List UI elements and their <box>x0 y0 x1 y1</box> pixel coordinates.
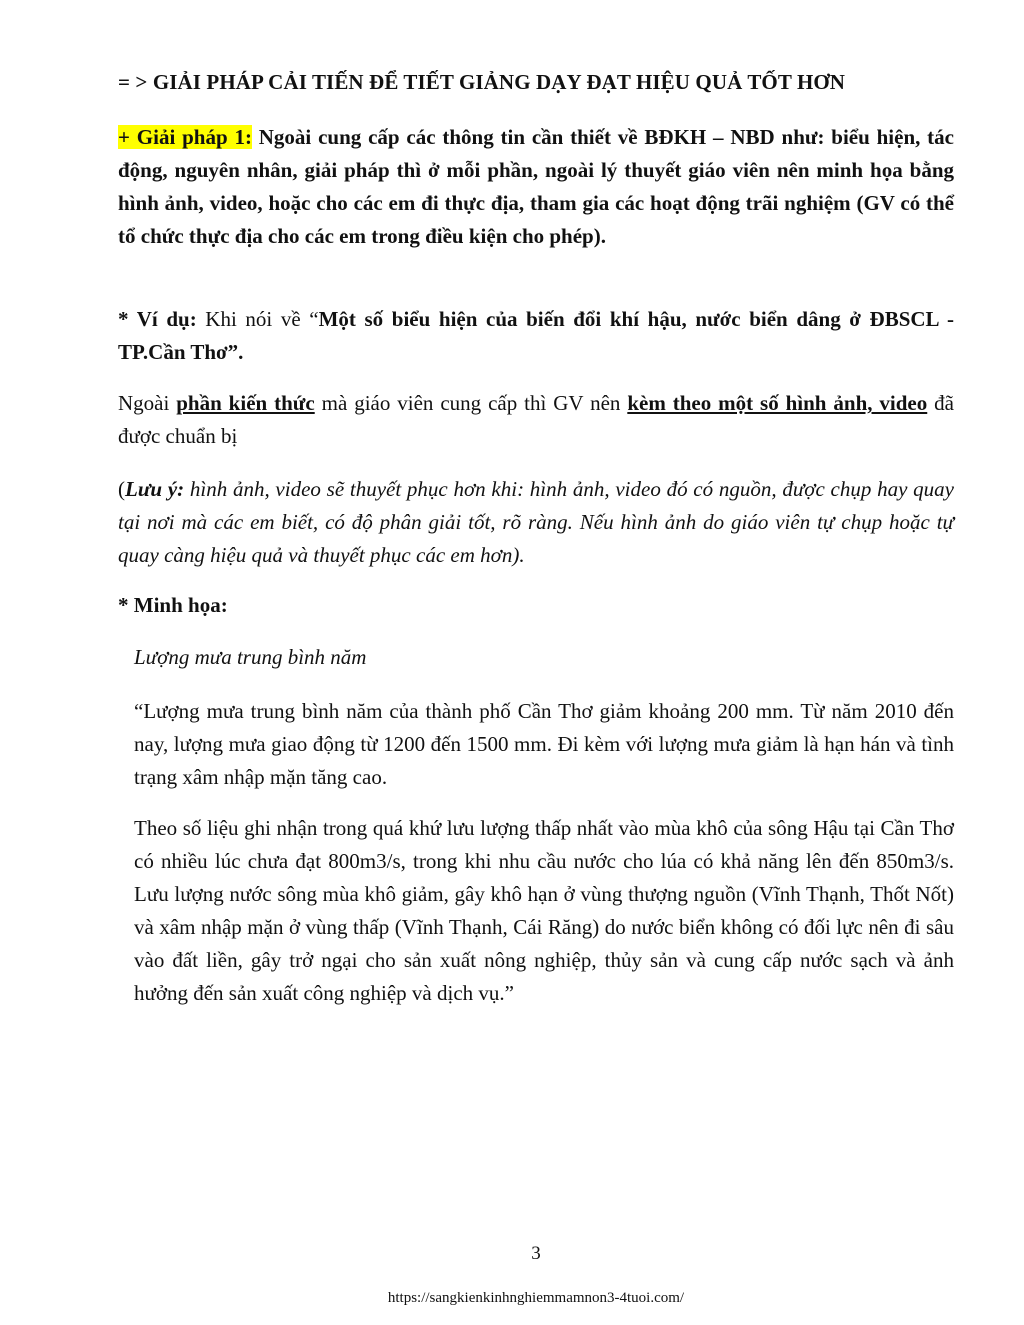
section-heading: = > GIẢI PHÁP CẢI TIẾN ĐỂ TIẾT GIẢNG DẠY ĐẠT HIỆU QUẢ TỐT HƠN <box>118 70 846 94</box>
knowledge-underline-1: phần kiến thức <box>176 391 315 415</box>
quote-paragraph-1: “Lượng mưa trung bình năm của thành phố Cần Thơ giảm khoảng 200 mm. Từ năm 2010 đến nay, lượng mưa giao động từ 1200 đến 1500 mm. Đi kèm với lượng mưa giảm là hạn hán và tình trạng xâm nhập mặn tăng cao. <box>134 699 954 789</box>
example-title: Một số biểu hiện của biến đổi khí hậu, nước biển dâng ở ĐBSCL - TP.Cần Thơ”. <box>118 307 954 364</box>
knowledge-underline-2: kèm theo một số hình ảnh, video <box>627 391 928 415</box>
quote-title: Lượng mưa trung bình năm <box>134 645 367 669</box>
page-number: 3 <box>531 1243 541 1264</box>
solution-1-label: + Giải pháp 1: <box>118 125 252 149</box>
knowledge-text-2: mà giáo viên cung cấp thì GV nên <box>314 391 628 415</box>
footer-url: https://sangkienkinhnghiemmamnon3-4tuoi.com/ <box>387 1290 685 1306</box>
example-intro: Khi nói về “ <box>196 307 319 331</box>
illustration-label: * Minh họa: <box>118 593 228 617</box>
note-open-paren: ( <box>118 477 125 501</box>
solution-1-paragraph <box>118 121 954 253</box>
example-label: * Ví dụ: <box>118 307 197 331</box>
quote-paragraph-2: Theo số liệu ghi nhận trong quá khứ lưu lượng thấp nhất vào mùa khô của sông Hậu tại Cần Thơ có nhiều lúc chưa đạt 800m3/s, trong khi nhu cầu nước cho lúa có khả năng lên đến 850m3/s. Lưu lượng nước sông mùa khô giảm, gây khô hạn ở vùng thượng nguồn (Vĩnh Thạnh, Thốt Nốt) và xâm nhập mặn ở vùng thấp (Vĩnh Thạnh, Cái Răng) do nước biển không có đối lực nên đi sâu vào đất liền, gây trở ngại cho sản xuất nông nghiệp, thủy sản và cung cấp nước sạch và ảnh hưởng đến sản xuất công nghiệp và dịch vụ.” <box>134 816 954 1005</box>
note-label: Lưu ý: <box>125 477 185 501</box>
example-paragraph <box>118 303 954 369</box>
knowledge-text-3: đã được chuẩn bị <box>118 391 954 448</box>
note-paragraph <box>118 473 954 572</box>
knowledge-paragraph <box>118 387 954 453</box>
note-text: hình ảnh, video sẽ thuyết phục hơn khi: hình ảnh, video đó có nguồn, được chụp hay quay tại nơi mà các em biết, có độ phân giải tốt, rõ ràng. Nếu hình ảnh do giáo viên tự chụp hoặc tự quay càng hiệu quả và thuyết phục các em hơn). <box>118 477 954 567</box>
knowledge-text-1: Ngoài <box>118 391 177 415</box>
solution-1-text: Ngoài cung cấp các thông tin cần thiết về BĐKH – NBD như: biểu hiện, tác động, nguyên nhân, giải pháp thì ở mỗi phần, ngoài lý thuyết giáo viên nên minh họa bằng hình ảnh, video, hoặc cho các em đi thực địa, tham gia các hoạt động trãi nghiệm (GV có thể tổ chức thực địa cho các em trong điều kiện cho phép). <box>118 125 954 248</box>
